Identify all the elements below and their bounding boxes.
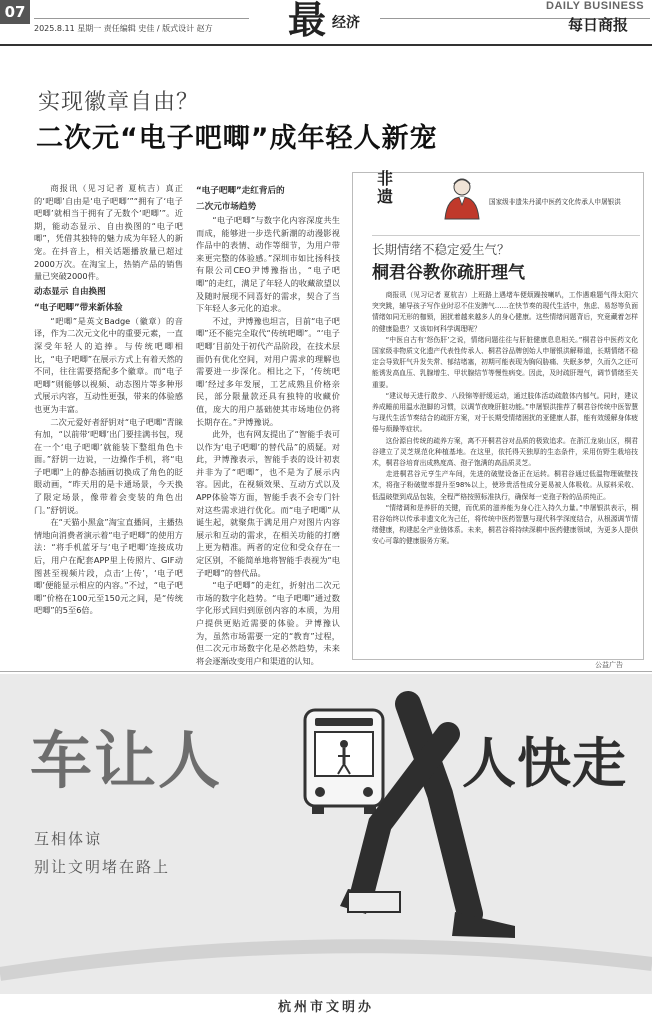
- subheading: “电子吧唧”带来新体验: [34, 302, 123, 313]
- expert-portrait-icon: [437, 175, 487, 219]
- brand-logo: 每日商报: [568, 16, 629, 34]
- paragraph: “电子吧唧”的走红，折射出二次元市场的数字化趋势。“电子吧唧”通过数字化形式回归到原创内容的本质，为用户提供更贴近需要的体验。尹博豫认为，虽然市场需要一定的“教育”过程，但二次元市场数字化是必然趋势，未来将会逐渐改变用户和渠道的认知。: [196, 580, 340, 666]
- story-kicker: 实现徽章自由？: [38, 90, 200, 115]
- ad-issuer: 杭州市文明办: [0, 994, 652, 1024]
- paragraph: 此外，也有网友提出了“智能手表可以作为‘电子吧唧’的替代品”的质疑。对此，尹博豫表示，智能手表的设计初衷并非为了“吧唧”，也不是为了展示内容。因此，在视频效果、互动方式以及APP体验等方面，智能手表不会专门针对这些需求进行优化。而“电子吧唧”从诞生起，就聚焦于满足用户对图片内容展示和互动的需求，在相关功能的打磨上更为精准。两者的定位和受众存在一定区别，不能简单地将智能手表视为“电子吧唧”的替代品。: [196, 429, 340, 578]
- story-column-2: [196, 182, 340, 666]
- story-column-1: [34, 182, 183, 640]
- subheading: 二次元市场趋势: [196, 202, 257, 212]
- paragraph: “电子吧唧”与数字化内容深度共生而成，能够进一步迭代新潮的动漫影视作品中的表情、动作等细节，为用户带来更完整的体验感。”深圳市如比扬科技有限公司CEO尹博豫指出，“电子吧唧”的走红，满足了年轻人的收藏欲望以及随时展现不同喜好的需求，契合了当下年轻人多元化的追求。: [196, 215, 340, 314]
- ad-title-right: 人快走: [462, 732, 627, 795]
- story-headline: 二次元“电子吧唧”成年轻人新宠: [36, 123, 438, 154]
- bus-icon: [305, 710, 383, 814]
- paragraph: 二次元爱好者舒钥对“电子吧唧”青睐有加，“以前带‘吧唧’出门要挂满书包，现在一个‘电子吧唧’就能装下整组角色卡面。”舒钥一边说，一边操作手机，将“电子吧唧”上的静态插画切换成了角色的眨眼动画，“昨天用的是卡通场景，今天换了限定场景，像带着会变装的角色出门。”舒钥说。: [34, 416, 183, 515]
- ad-slogan-line-2: 别让文明堵在路上: [34, 858, 171, 876]
- ad-label: 公益广告: [595, 661, 623, 669]
- paragraph: “中医自古有‘怒伤肝’之说，情绪问题往往与肝脏健康息息相关。”桐君谷中医药文化国家级非物质文化遗产代表性传承人、桐君谷品牌创始人申屠银洪解释道，长期情绪不稳定会导致肝气升发失常、郁结堵塞，初期可能表现为胸闷胁痛、失眠多梦，久而久之还可能诱发高血压、乳腺增生、甲状腺结节等慢性病变。因此，及时疏肝理气，调节情绪至关重要。: [372, 335, 638, 389]
- ad-divider: [0, 671, 652, 672]
- ad-slogan-line-1: 互相体谅: [34, 830, 103, 848]
- paragraph: “情绪调和是养肝的关键，而优质的滋养能为身心注入持久力量。”申屠银洪表示，桐君谷始终以传承非遗文化为己任，将传统中医药智慧与现代科学深度结合，从根源调节情绪健康，构建起全产业链体系。未来，桐君谷将持续深耕中医药健康领域，为更多人提供安心可靠的健康服务方案。: [372, 503, 638, 546]
- column-title: 非遗: [377, 169, 394, 206]
- paragraph: “建议每天进行散步、八段锦等舒缓运动，通过肢体活动疏散体内郁气。同时，建议养成睡前用温水泡脚的习惯，以调节夜晚肝脏功能。”申屠银洪推荐了桐君谷传统中医智慧与现代生活节奏结合的疏肝方案，对于长期受情绪困扰的亚健康人群，能有效缓解身体疲倦与烦躁等症状。: [372, 391, 638, 434]
- paragraph: 商报讯（见习记者 夏杭吉）真正的‘吧唧’自由是‘电子吧唧’”“拥有了‘电子吧唧’就相当于拥有了无数个‘吧唧’”。近期，能动态显示、自由换图的“电子吧唧”，凭借其独特的魅力成为年轻人的新宠。在抖音上，相关话题播放量已超过2000万次。在淘宝上，热销产品的销售量已突破2000件。: [34, 183, 183, 282]
- box-divider: [372, 235, 640, 236]
- ad-title-left: 车让人: [30, 724, 223, 797]
- paragraph: 走进桐君谷元亨生产车间，先进的破壁设备正在运转。桐君谷通过低温物理破壁技术，将孢子粉破壁率提升至98%以上，使珍贵活性成分更易被人体吸收。从原料采收、低温破壁到成品包装，全程严格按照标准执行，确保每一克孢子粉的品质纯正。: [372, 470, 638, 501]
- brand-english: DAILY BUSINESS: [546, 0, 645, 12]
- paragraph: 这份源自传统的疏养方案，离不开桐君谷对品质的极致追求。在浙江龙泉山区，桐君谷建立了灵芝规范化种植基地。在这里，依托得天独厚的生态条件，采用仿野生栽培技术，桐君谷培育出成熟度高、孢子饱满的高品质灵芝。: [372, 436, 638, 468]
- section-masthead: 最: [288, 0, 327, 42]
- date-line: 2025.8.11 星期一 责任编辑 史佳 / 版式设计 赵方: [34, 24, 213, 33]
- subheading: “电子吧唧”走红背后的: [196, 186, 285, 196]
- paragraph: “吧唧”是英文Badge（徽章）的音译，作为二次元文化中的重要元素，一直深受年轻人的追捧。与传统吧唧相比，“电子吧唧”在展示方式上有着天然的不同，往往需要搭配多个徽章。而“电子吧唧”则能够以视频、动态图片等多种形式展示内容，互动性更强，带来的体验感也更为丰富。: [34, 315, 183, 414]
- header-rule: [34, 18, 249, 19]
- paragraph: 在“天猫小黑盒”淘宝直播间，主播热情地向消费者演示着“电子吧唧”的使用方法：“将手机蓝牙与‘电子吧唧’连接成功后，用户在配套APP里上传照片、GIF动图甚至视频片段，点击‘上传’，‘电子吧唧’便能显示相应的内容。”不过，“电子吧唧”价格在100元至150元之间，是“传统吧唧”的5至6倍。: [34, 517, 183, 616]
- page-number: 07: [0, 0, 30, 24]
- section-name: 经济: [332, 15, 360, 31]
- paragraph: 商报讯（见习记者 夏杭吉）上班路上遇堵车便烦躁按喇叭，工作遇难题气得太阳穴突突跳，辅导孩子写作业时忍不住发脾气……在快节奏的现代生活中，焦虑、易怒等负面情绪如同无形的枷锁，困扰着越来越多人的身心健康。这些情绪问题背后，究竟藏着怎样的健康隐患？又该如何科学调理呢？: [372, 291, 638, 333]
- box-kicker: 长期情绪不稳定爱生气？: [372, 242, 510, 257]
- expert-caption: 国家级非遗朱丹溪中医药文化传承人申屠银洪: [489, 198, 621, 206]
- header-divider: [0, 44, 652, 46]
- subheading: 动态显示 自由换图: [34, 286, 106, 297]
- box-headline: 桐君谷教你疏肝理气: [372, 263, 525, 283]
- box-body: [372, 290, 638, 655]
- paragraph: 不过，尹博豫也坦言，目前“电子吧唧”还不能完全取代“传统吧唧”。“‘电子吧唧’目前处于初代产品阶段，在技术层面仍有优化空间，对用户需求的理解也需要进一步深化。相比之下，‘传统吧唧’经过多年发展，工艺成熟且价格亲民，部分限量款还具有独特的收藏价值，庞大的用户基础使其市场地位仍将长期存在。”尹博豫说。: [196, 315, 340, 427]
